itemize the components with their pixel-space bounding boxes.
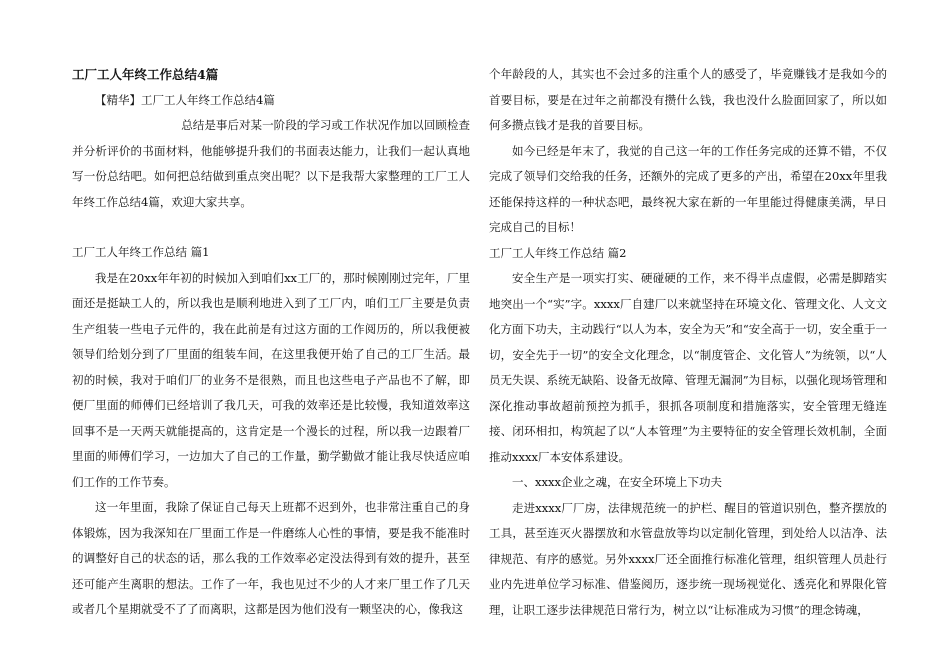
section-1-paragraph-3: 如今已经是年末了，我觉的自己这一年的工作任务完成的还算不错，不仅完成了领导们交给我的任务，还额外的完成了更多的产出，希望在20xx年里我还能保持这样的一种状态吧，最终祝大家在新的一年里能过得健康美满，早日完成自己的目标！ [489,143,887,234]
section-1-heading: 工厂工人年终工作总结 篇1 [72,245,210,259]
section-1-paragraph-1: 我是在20xx年年初的时候加入到咱们xx工厂的，那时候刚刚过完年，厂里面还是挺缺工人的，所以我也是顺利地进入到了工厂内，咱们工厂主要是负责生产组装一些电子元件的，我在此前是有过这方面的工作阅历的，所以我便被领导们给划分到了厂里面的组装车间，在这里我便开始了自己的工厂生活。最初的时候，我对于咱们厂的业务不是很熟，而且也这些电子产品也不了解，即便厂里面的师傅们已经培训了我几天，可我的效率还是比较慢，我知道效率这回事不是一天两天就能提高的，这肯定是一个漫长的过程，所以我一边跟着厂里面的师傅们学习，一边加大了自己的工作量，勤学勤做才能让我尽快适应咱们工作的工作节奏。 [72,270,470,489]
right-column [489,62,887,623]
document-subtitle: 【精华】工厂工人年终工作总结4篇 [95,92,275,107]
section-2-subheading-1: 一、xxxx企业之魂，在安全环境上下功夫 [512,475,722,489]
spacer [72,215,470,240]
left-column [72,62,470,623]
section-2-heading: 工厂工人年终工作总结 篇2 [489,245,627,260]
document-title: 工厂工人年终工作总结4篇 [72,67,219,82]
section-2-paragraph-2: 走进xxxx厂厂房，法律规范统一的护栏、醒目的管道识别色，整齐摆放的工具，甚至连灭火器摆放和水管盘放等均以定制化管理，到处给人以洁净、法律规范、有序的感觉。另外xxxx厂还全面推行标准化管理，组织管理人员赴行业内先进单位学习标准、借鉴阅历，逐步统一现场视觉化、透亮化和界限化管理，让职工逐步法律规范日常行为，树立以“让标准成为习惯”的理念铸魂， [489,500,887,617]
section-1-paragraph-2-continued: 个年龄段的人，其实也不会过多的注重个人的感受了，毕竟赚钱才是我如今的首要目标，要是在过年之前都没有攒什么钱，我也没什么脸面回家了，所以如何多攒点钱才是我的首要目标。 [489,67,887,132]
section-2-paragraph-1: 安全生产是一项实打实、硬碰硬的工作，来不得半点虚假，必需是脚踏实地突出一个“实”字。xxxx厂自建厂以来就坚持在环境文化、管理文化、人文文化方面下功夫，主动践行“以人为本，安全为天”和“安全高于一切，安全重于一切，安全先于一切”的安全文化理念，以“制度管企、文化管人”为统领，以“人员无失误、系统无缺陷、设备无故障、管理无漏洞”为目标，以强化现场管理和深化推动事故超前预控为抓手，狠抓各项制度和措施落实，安全管理无缝连接、闭环相扣，构筑起了以“人本管理”为主要特征的安全管理长效机制，全面推动xxxx厂本安体系建设。 [489,271,887,464]
section-1-paragraph-2: 这一年里面，我除了保证自己每天上班都不迟到外，也非常注重自己的身体锻炼，因为我深知在厂里面工作是一件磨练人心性的事情，要是我不能准时的调整好自己的状态的话，那么我的工作效率必定没法得到有效的提升，甚至还可能产生离职的想法。工作了一年，我也见过不少的人才来厂里工作了几天或者几个星期就受不了了而离职，这都是因为他们没有一颗坚决的心，像我这 [72,500,470,616]
intro-paragraph: 总结是事后对某一阶段的学习或工作状况作加以回顾检查并分析评价的书面材料，他能够提升我们的书面表达能力，让我们一起认真地写一份总结吧。如何把总结做到重点突出呢？以下是我帮大家整理的工厂工人年终工作总结4篇，欢迎大家共享。 [72,118,470,209]
